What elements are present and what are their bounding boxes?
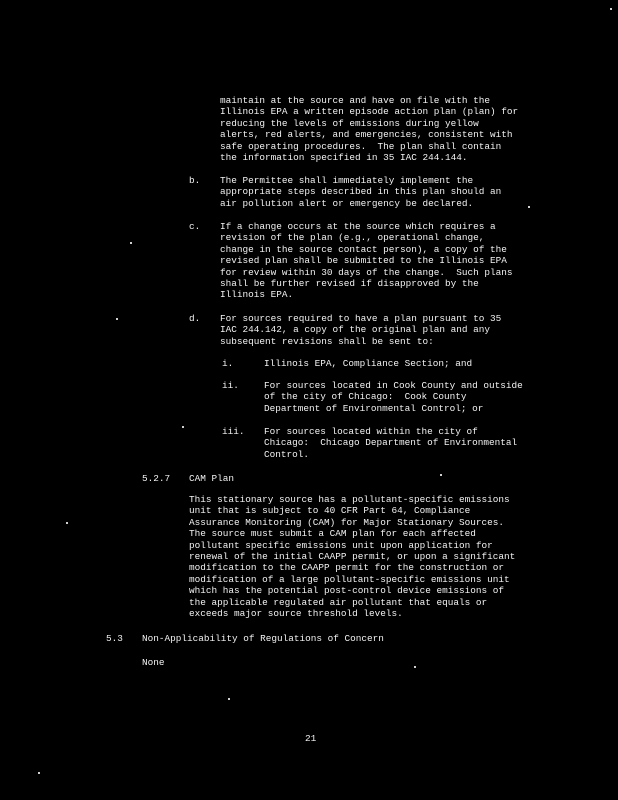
text-line: the information specified in 35 IAC 244.144. (220, 152, 468, 164)
sub-item-i-marker: i. (222, 358, 234, 369)
section-5-3-title: Non-Applicability of Regulations of Concern (142, 633, 384, 644)
text-line: safe operating procedures. The plan shall contain (220, 140, 502, 152)
section-5-2-7-paragraph (189, 494, 515, 619)
text-line: reducing the levels of emissions during yellow (220, 117, 479, 129)
text-line: For sources located within the city of (264, 426, 478, 437)
sub-item-ii-marker: ii. (222, 380, 239, 391)
text-line: unit that is subject to 40 CFR Part 64, Compliance (189, 505, 471, 517)
text-line: appropriate steps described in this plan should an (220, 186, 502, 198)
text-line: Chicago: Chicago Department of Environmental (264, 437, 518, 449)
text-line: If a change occurs at the source which requires a (220, 221, 496, 232)
sub-item-ii-paragraph (264, 380, 523, 414)
text-line: This stationary source has a pollutant-specific emissions (189, 494, 510, 505)
scan-speck (610, 8, 612, 10)
text-line: of the city of Chicago: Cook County (264, 391, 467, 403)
text-line: renewal of the initial CAAPP permit, or upon a significant (189, 551, 516, 563)
scan-speck (130, 242, 132, 244)
sub-item-iii-paragraph (264, 426, 517, 460)
scan-speck (182, 426, 184, 428)
text-line: modification of a large pollutant-specific emissions unit (189, 573, 510, 585)
text-line: the applicable regulated air pollutant that equals or (189, 596, 488, 608)
text-line: which has the potential post-control device emissions of (189, 585, 505, 597)
section-5-2-7-title: CAM Plan (189, 473, 235, 484)
scan-speck (528, 206, 530, 208)
text-line: pollutant specific emissions unit upon application for (189, 539, 493, 551)
item-b-paragraph (220, 175, 501, 209)
text-line: Assurance Monitoring (CAM) for Major Stationary Sources. (189, 516, 505, 528)
text-line: For sources required to have a plan pursuant to 35 (220, 313, 502, 324)
text-line: IAC 244.142, a copy of the original plan and any (220, 324, 491, 336)
text-line: For sources located in Cook County and outside (264, 380, 523, 391)
text-line: modification to the CAAPP permit for the construction or (189, 562, 505, 574)
item-b-marker: b. (189, 175, 201, 186)
text-line: revised plan shall be submitted to the Illinois EPA (220, 255, 507, 267)
text-line: subsequent revisions shall be sent to: (220, 335, 434, 347)
section-5-2-7-number: 5.2.7 (142, 473, 171, 484)
text-line: shall be further revised if disapproved by the (220, 278, 479, 290)
text-line: The source must submit a CAM plan for each affected (189, 528, 476, 540)
text-line: Illinois EPA a written episode action plan (plan) for (220, 106, 519, 118)
text-line: Control. (264, 448, 310, 460)
scan-speck (440, 474, 442, 476)
item-d-paragraph (220, 313, 501, 347)
text-line: Illinois EPA, Compliance Section; and (264, 358, 473, 369)
text-line: for review within 30 days of the change. Such plans (220, 266, 513, 278)
section-5-3-body: None (142, 657, 165, 668)
item-d-marker: d. (189, 313, 201, 324)
text-line: Department of Environmental Control; or (264, 402, 484, 414)
text-line: air pollution alert or emergency be declared. (220, 197, 474, 209)
sub-item-iii-marker: iii. (222, 426, 245, 437)
text-line: alerts, red alerts, and emergencies, consistent with (220, 129, 513, 141)
text-line: revision of the plan (e.g., operational change, (220, 232, 485, 244)
scan-speck (414, 666, 416, 668)
text-line: maintain at the source and have on file with the (220, 95, 491, 106)
scan-speck (228, 698, 230, 700)
scan-speck (38, 772, 40, 774)
page-number: 21 (305, 733, 317, 744)
text-line: change in the source contact person), a copy of the (220, 243, 507, 255)
intro-paragraph (220, 95, 518, 163)
scan-speck (116, 318, 118, 320)
item-c-paragraph (220, 221, 513, 301)
text-line: Illinois EPA. (220, 289, 294, 301)
text-line: The Permittee shall immediately implement the (220, 175, 474, 186)
scan-speck (66, 522, 68, 524)
item-c-marker: c. (189, 221, 201, 232)
section-5-3-number: 5.3 (106, 633, 123, 644)
sub-item-i-paragraph (264, 358, 472, 369)
text-line: exceeds major source threshold levels. (189, 608, 403, 620)
